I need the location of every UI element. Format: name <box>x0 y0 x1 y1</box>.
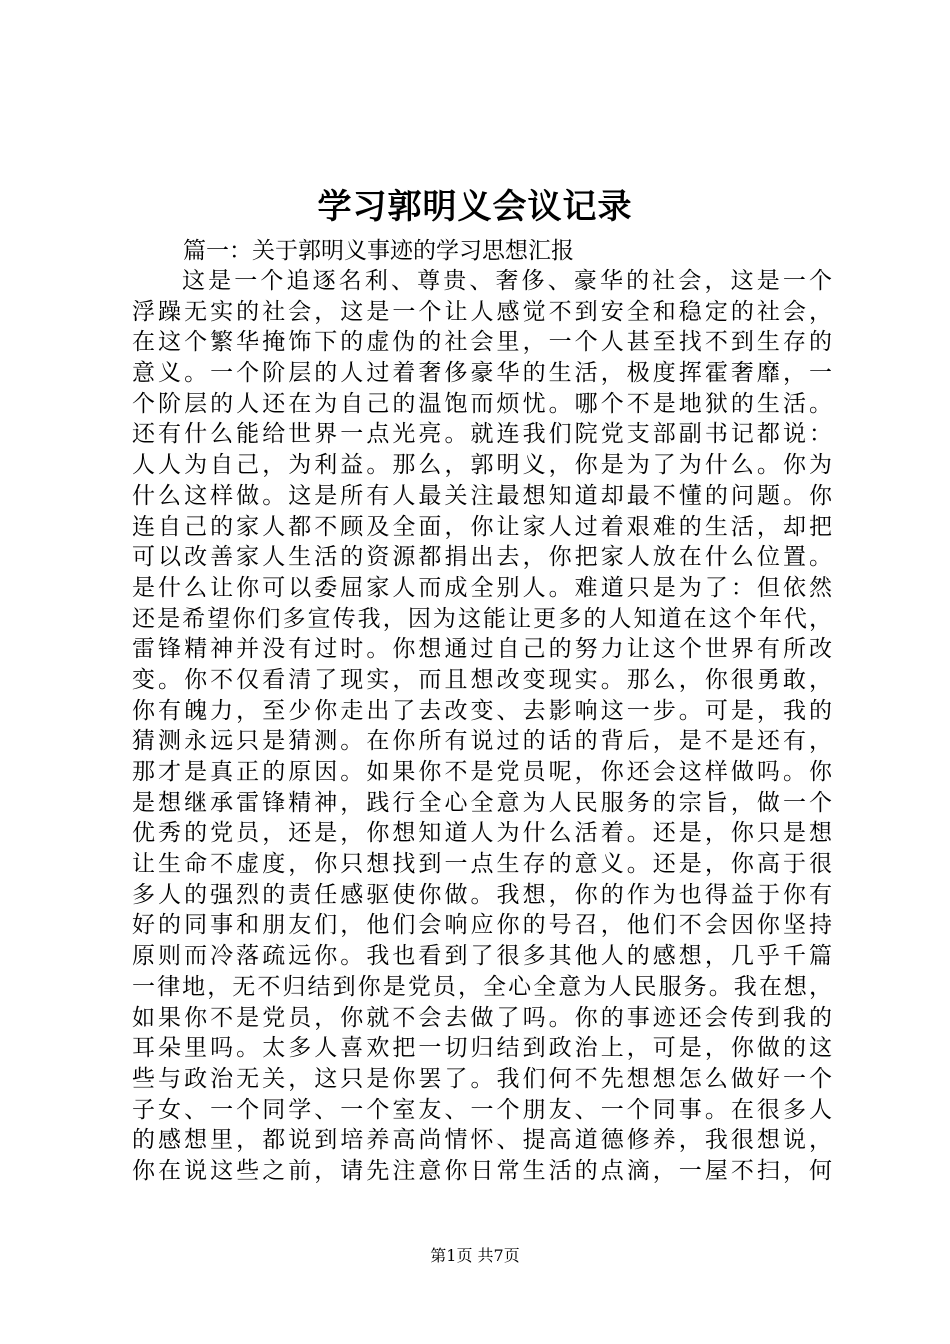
body-text-line: 还是希望你们多宣传我，因为这能让更多的人知道在这个年代， <box>132 605 832 632</box>
body-text-line: 些与政治无关，这只是你罢了。我们何不先想想怎么做好一个 <box>132 1065 832 1092</box>
body-text-line: 猜测永远只是猜测。在你所有说过的话的背后，是不是还有， <box>132 728 832 755</box>
body-text-line: 这是一个追逐名利、尊贵、奢侈、豪华的社会，这是一个 <box>182 268 832 294</box>
body-text-line: 好的同事和朋友们，他们会响应你的号召，他们不会因你坚持 <box>132 912 832 939</box>
body-text-line: 人人为自己，为利益。那么，郭明义，你是为了为什么。你为 <box>132 452 832 479</box>
body-text-line: 耳朵里吗。太多人喜欢把一切归结到政治上，可是，你做的这 <box>132 1035 832 1062</box>
body-text-line: 一律地，无不归结到你是党员，全心全意为人民服务。我在想， <box>132 973 832 1000</box>
body-text-line: 雷锋精神并没有过时。你想通过自己的努力让这个世界有所改 <box>132 636 832 663</box>
body-text-line: 在这个繁华掩饰下的虚伪的社会里，一个人甚至找不到生存的 <box>132 329 832 356</box>
body-text-line: 那才是真正的原因。如果你不是党员呢，你还会这样做吗。你 <box>132 759 832 785</box>
document-subtitle: 篇一：关于郭明义事迹的学习思想汇报 <box>183 238 574 264</box>
body-text-line: 如果你不是党员，你就不会去做了吗。你的事迹还会传到我的 <box>132 1004 832 1031</box>
body-text-line: 是什么让你可以委屈家人而成全别人。难道只是为了：但依然 <box>132 574 832 601</box>
body-text-line: 的感想里，都说到培养高尚情怀、提高道德修养，我很想说， <box>132 1127 832 1154</box>
body-text-line: 你在说这些之前，请先注意你日常生活的点滴，一屋不扫，何 <box>132 1157 832 1184</box>
body-text-line: 个阶层的人还在为自己的温饱而烦忧。哪个不是地狱的生活。 <box>132 390 832 417</box>
document-title: 学习郭明义会议记录 <box>317 187 633 227</box>
body-text-line: 是想继承雷锋精神，践行全心全意为人民服务的宗旨，做一个 <box>132 789 832 816</box>
body-text-line: 可以改善家人生活的资源都捐出去，你把家人放在什么位置。 <box>132 544 832 571</box>
page-footer: 第1页 共7页 <box>430 1246 520 1265</box>
body-text-line: 什么这样做。这是所有人最关注最想知道却最不懂的问题。你 <box>132 482 832 509</box>
body-text-line: 优秀的党员，还是，你想知道人为什么活着。还是，你只是想 <box>132 820 832 847</box>
body-text-line: 还有什么能给世界一点光亮。就连我们院党支部副书记都说： <box>132 421 832 448</box>
body-text-line: 让生命不虚度，你只想找到一点生存的意义。还是，你高于很 <box>132 851 832 878</box>
body-text-line: 子女、一个同学、一个室友、一个朋友、一个同事。在很多人 <box>132 1096 832 1123</box>
body-text-line: 连自己的家人都不顾及全面，你让家人过着艰难的生活，却把 <box>132 513 832 540</box>
body-text-line: 多人的强烈的责任感驱使你做。我想，你的作为也得益于你有 <box>132 881 832 908</box>
body-text-line: 意义。一个阶层的人过着奢侈豪华的生活，极度挥霍奢靡，一 <box>132 360 832 387</box>
body-text-line: 变。你不仅看清了现实，而且想改变现实。那么，你很勇敢， <box>132 666 832 693</box>
body-text-line: 原则而冷落疏远你。我也看到了很多其他人的感想，几乎千篇 <box>132 943 832 970</box>
document-body <box>132 266 832 1187</box>
body-text-line: 浮躁无实的社会，这是一个让人感觉不到安全和稳定的社会， <box>132 298 832 325</box>
body-text-line: 你有魄力，至少你走出了去改变、去影响这一步。可是，我的 <box>132 697 832 724</box>
